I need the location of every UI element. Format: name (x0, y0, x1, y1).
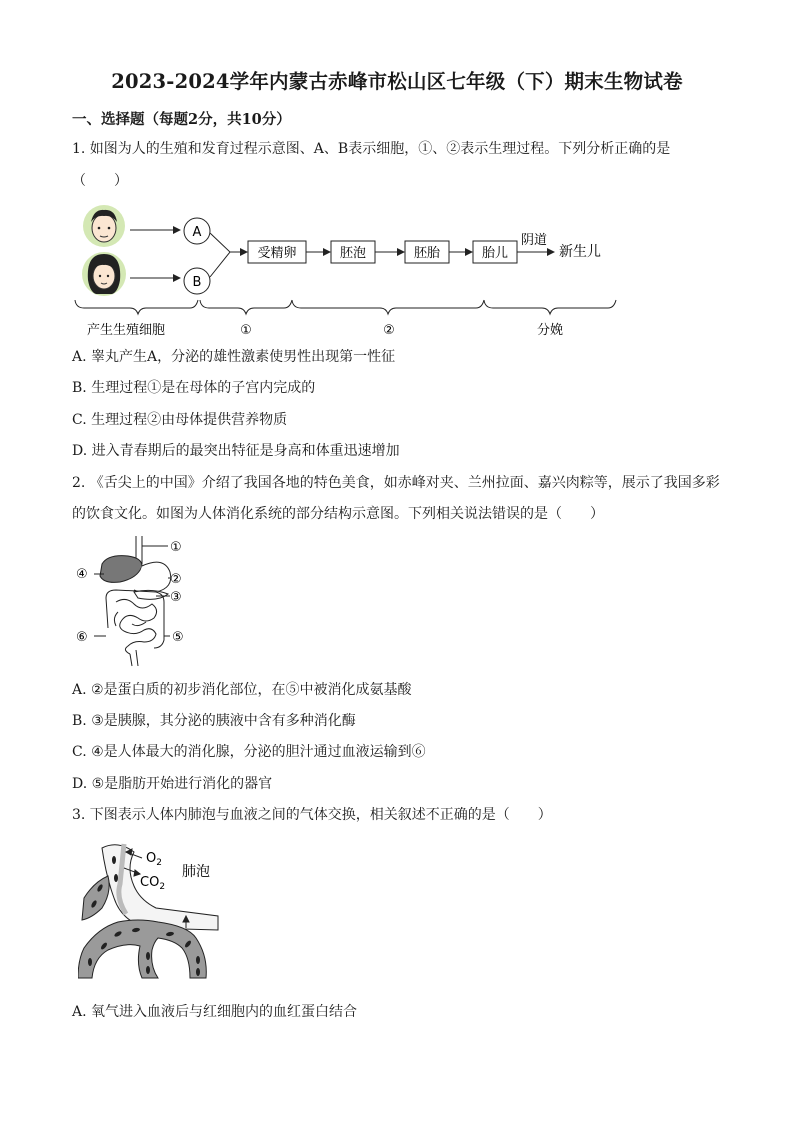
stage-zygote-label: 受精卵 (257, 246, 297, 261)
question-2-option-c[interactable]: C. ④是人体最大的消化腺，分泌的胆汁通过血液运输到⑥ (72, 744, 426, 760)
reproduction-diagram (72, 200, 632, 342)
question-2-option-a[interactable]: A. ②是蛋白质的初步消化部位，在⑤中被消化成氨基酸 (72, 682, 412, 698)
fertilization-lines (210, 233, 230, 277)
stage-embryo-label: 胚胎 (413, 246, 441, 261)
question-1-option-b[interactable]: B. 生理过程①是在母体的子宫内完成的 (72, 380, 316, 396)
newborn-label: 新生儿 (559, 244, 601, 260)
alveolus-label: 肺泡 (182, 864, 210, 880)
page-title: 2023-2024学年内蒙古赤峰市松山区七年级（下）期末生物试卷 (111, 70, 683, 93)
alveolus-gas-exchange-diagram (78, 838, 228, 984)
oxygen-label: $O_2$ (146, 851, 162, 868)
label-2: ② (170, 572, 182, 587)
male-figure-icon (83, 205, 125, 247)
birth-canal-label: 阴道 (520, 233, 548, 248)
cell-b-label: B (192, 275, 202, 290)
brace-label-gametes: 产生生殖细胞 (86, 323, 166, 338)
question-1-option-a[interactable]: A. 睾丸产生A，分泌的雄性激素使男性出现第一性征 (72, 349, 396, 365)
stage-fetus-label: 胎儿 (481, 246, 509, 261)
label-5: ⑤ (172, 630, 184, 645)
carbon-dioxide-label: $CO_2$ (140, 875, 166, 892)
question-2-option-b[interactable]: B. ③是胰腺，其分泌的胰液中含有多种消化酶 (72, 713, 356, 729)
liver-shape (100, 556, 142, 583)
question-3-option-a[interactable]: A. 氧气进入血液后与红细胞内的血红蛋白结合 (72, 1004, 358, 1020)
brace-label-process-1: ① (240, 323, 252, 338)
rectum-shape (130, 650, 138, 666)
question-1-stem-blank: （ ） (72, 173, 128, 189)
label-4: ④ (76, 567, 88, 582)
female-figure-icon (82, 252, 126, 296)
question-3-stem: 3. 下图表示人体内肺泡与血液之间的气体交换，相关叙述不正确的是（ ） (72, 807, 552, 823)
section-heading: 一、选择题（每题2分，共10分） (72, 111, 291, 128)
question-2-stem-continued: 的饮食文化。如图为人体消化系统的部分结构示意图。下列相关说法错误的是（ ） (72, 506, 604, 522)
stage-braces (75, 300, 616, 314)
question-2-option-d[interactable]: D. ⑤是脂肪开始进行消化的器官 (72, 776, 273, 792)
stage-blastocyst-label: 胚泡 (339, 246, 367, 261)
question-1-stem: 1. 如图为人的生殖和发育过程示意图、A、B表示细胞，①、②表示生理过程。下列分析正确的是 (72, 141, 671, 157)
label-6: ⑥ (76, 630, 88, 645)
small-intestine-shape (116, 599, 157, 654)
question-1-option-c[interactable]: C. 生理过程②由母体提供营养物质 (72, 412, 288, 428)
cell-a-label: A (192, 225, 202, 240)
brace-label-process-2: ② (383, 323, 395, 338)
label-1: ① (170, 540, 182, 555)
brace-label-delivery: 分娩 (536, 323, 564, 338)
question-2-stem: 2. 《舌尖上的中国》介绍了我国各地的特色美食，如赤峰对夹、兰州拉面、嘉兴肉粽等，展示了我国多彩 (72, 475, 720, 491)
label-3: ③ (170, 590, 182, 605)
question-1-option-d[interactable]: D. 进入青春期后的最突出特征是身高和体重迅速增加 (72, 443, 400, 459)
digestive-system-diagram (72, 532, 202, 672)
